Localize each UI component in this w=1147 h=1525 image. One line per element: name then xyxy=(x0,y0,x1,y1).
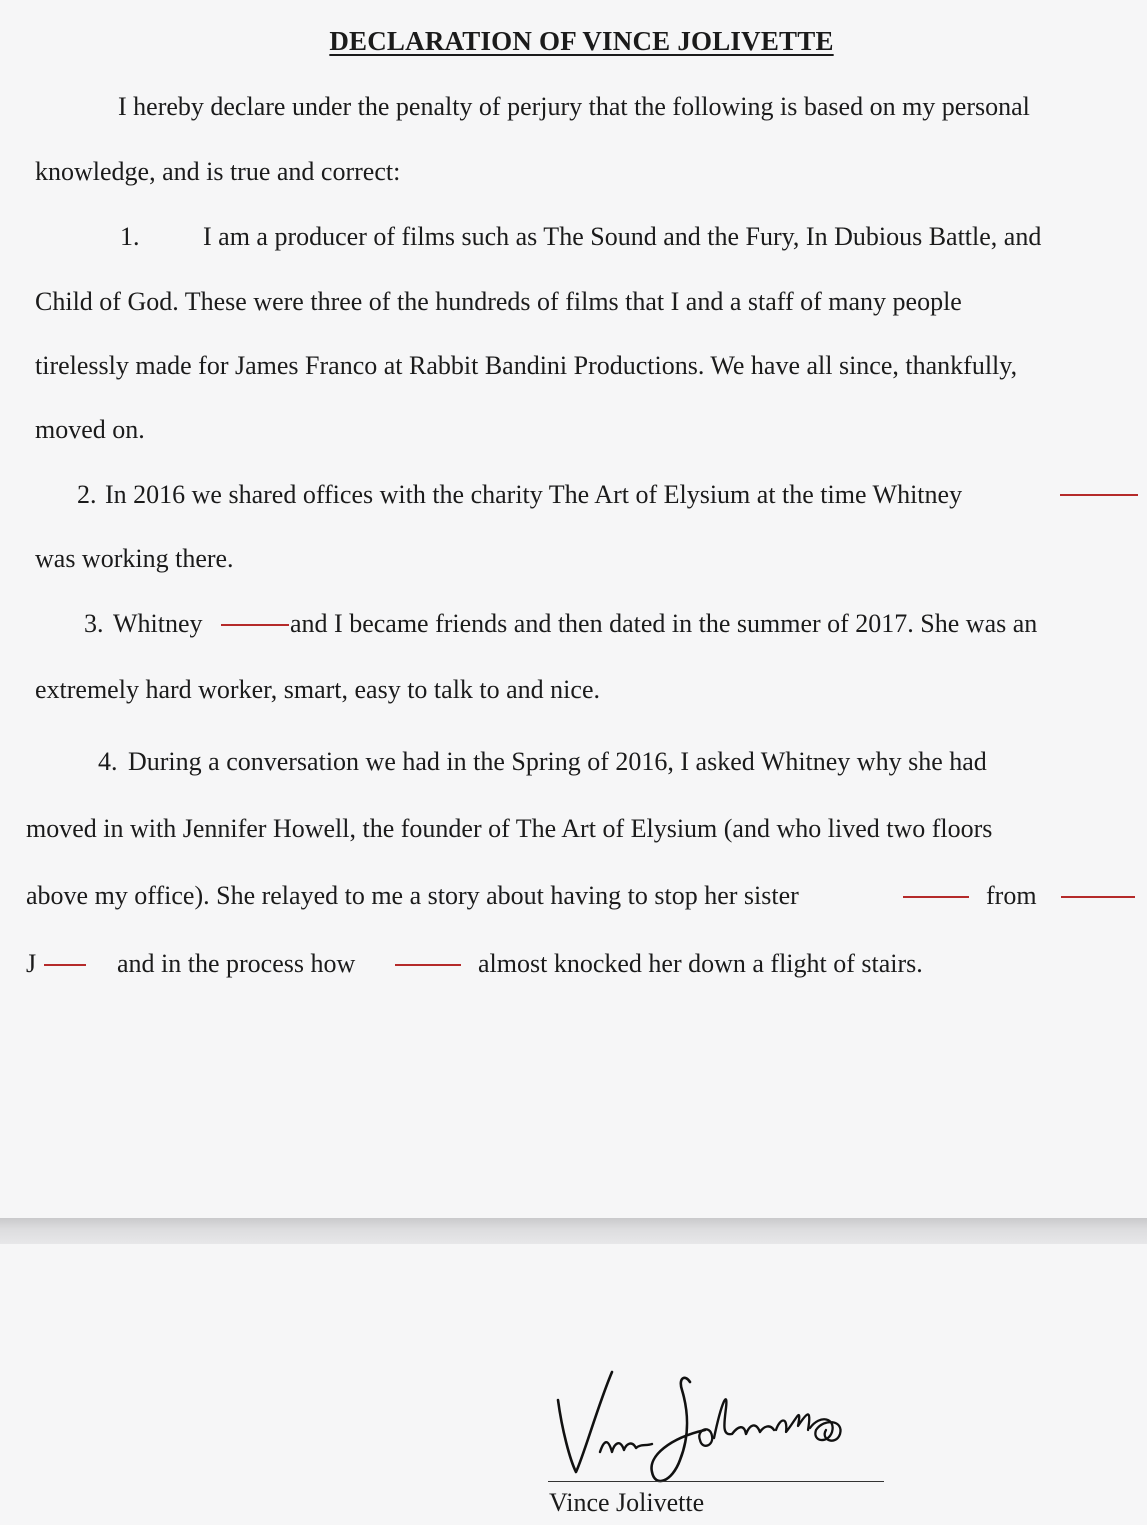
redaction-line xyxy=(1061,896,1135,898)
paragraph-4-line-3: above my office). She relayed to me a story about having to stop her sister xyxy=(26,881,799,910)
signatory-name: Vince Jolivette xyxy=(549,1488,705,1517)
paragraph-2-number: 2. xyxy=(77,480,97,509)
paragraph-4-line-4-middle: and in the process how xyxy=(117,949,356,978)
paragraph-3-segment-1: Whitney xyxy=(113,609,203,638)
handwritten-signature xyxy=(540,1360,880,1495)
paragraph-1-line-1: I am a producer of films such as The Sound and the Fury, In Dubious Battle, and xyxy=(203,222,1042,251)
paragraph-1-number: 1. xyxy=(120,222,140,251)
redaction-line xyxy=(395,964,461,966)
paragraph-1-line-3: tirelessly made for James Franco at Rabbit Bandini Productions. We have all since, thankfully, xyxy=(35,351,1018,380)
document-title: DECLARATION OF VINCE JOLIVETTE xyxy=(329,26,834,56)
intro-line-2: knowledge, and is true and correct: xyxy=(35,157,401,186)
paragraph-1-line-4: moved on. xyxy=(35,415,145,444)
paragraph-4-initial: J xyxy=(26,949,37,978)
redaction-line xyxy=(221,624,289,626)
paragraph-3-segment-2: and I became friends and then dated in the summer of 2017. She was an xyxy=(290,609,1038,638)
paragraph-4-line-2: moved in with Jennifer Howell, the founder of The Art of Elysium (and who lived two floors xyxy=(26,814,993,843)
paragraph-4-from: from xyxy=(986,881,1037,910)
page-separator xyxy=(0,1218,1147,1244)
intro-line-1: I hereby declare under the penalty of perjury that the following is based on my personal xyxy=(118,92,1030,121)
redaction-line xyxy=(903,896,969,898)
paragraph-4-number: 4. xyxy=(98,747,118,776)
signature-line xyxy=(548,1481,884,1482)
paragraph-2-line-1: In 2016 we shared offices with the charity The Art of Elysium at the time Whitney xyxy=(105,480,963,509)
paragraph-3-line-2: extremely hard worker, smart, easy to talk to and nice. xyxy=(35,675,600,704)
paragraph-2-line-2: was working there. xyxy=(35,544,234,573)
redaction-line xyxy=(1060,494,1138,496)
paragraph-4-line-1: During a conversation we had in the Spring of 2016, I asked Whitney why she had xyxy=(128,747,987,776)
paragraph-1-line-2: Child of God. These were three of the hundreds of films that I and a staff of many people xyxy=(35,287,962,316)
paragraph-3-number: 3. xyxy=(84,609,104,638)
redaction-line xyxy=(44,964,86,966)
paragraph-4-line-4-end: almost knocked her down a flight of stairs. xyxy=(478,949,923,978)
